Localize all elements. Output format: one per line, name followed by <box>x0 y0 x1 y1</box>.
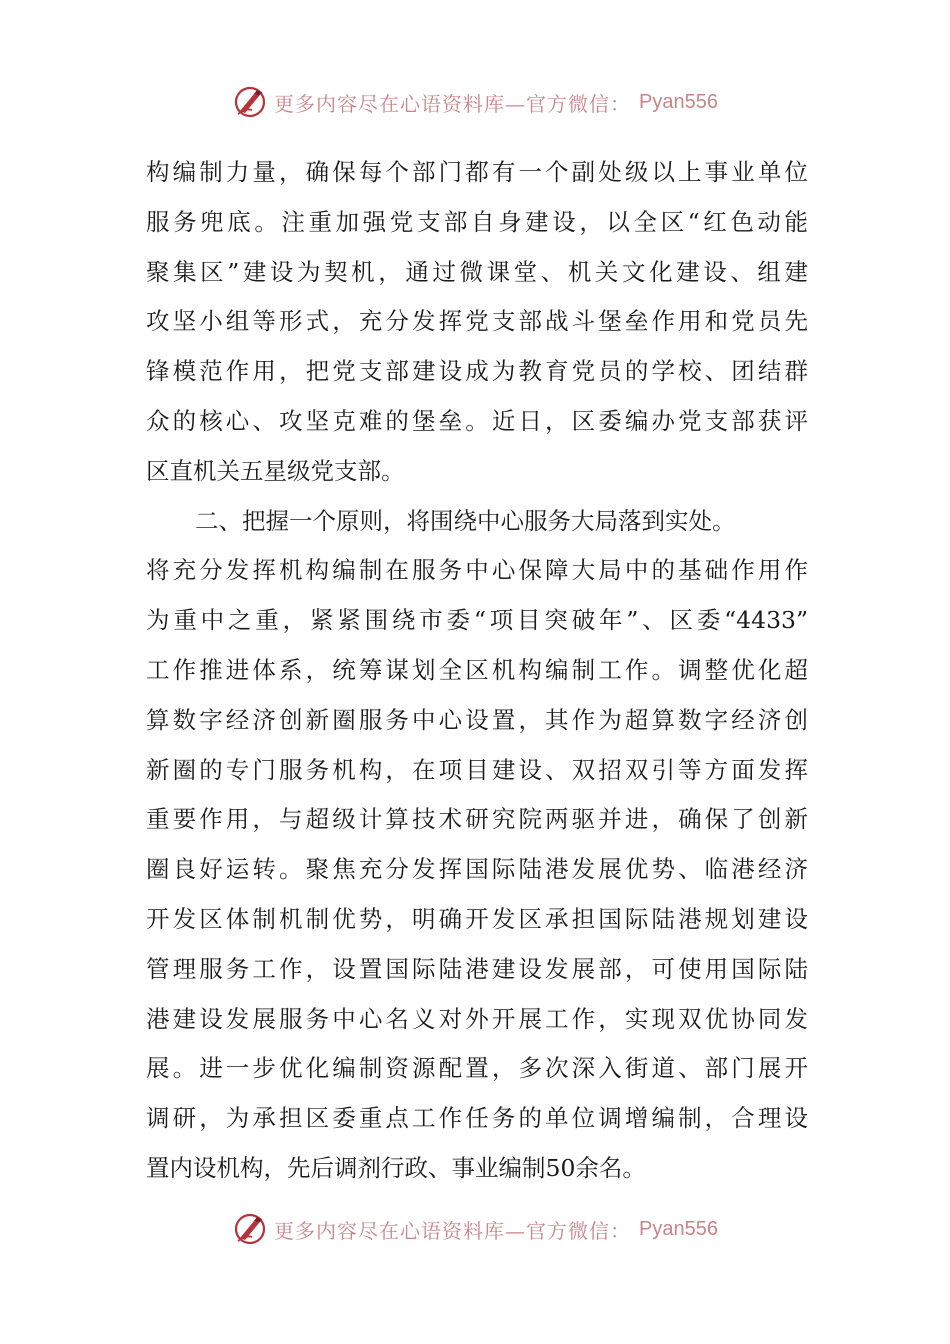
text-line: 港建设发展服务中心名义对外开展工作，实现双优协同发 <box>146 1004 808 1033</box>
paragraph-2 <box>146 497 808 1194</box>
text-line: 重要作用，与超级计算技术研究院两驱并进，确保了创新 <box>146 805 808 834</box>
text-line: 工作推进体系，统筹谋划全区机构编制工作。调整优化超 <box>146 655 808 684</box>
paragraph-1 <box>146 148 808 497</box>
text-line: 算数字经济创新圈服务中心设置，其作为超算数字经济创 <box>146 705 808 734</box>
text-line: 攻坚小组等形式，充分发挥党支部战斗堡垒作用和党员先 <box>146 307 808 336</box>
section-heading-line: 二、把握一个原则，将围绕中心服务大局落到实处。 <box>195 506 736 535</box>
text-line: 构编制力量，确保每个部门都有一个副处级以上事业单位 <box>146 158 808 186</box>
document-body <box>146 148 808 1194</box>
text-line: 管理服务工作，设置国际陆港建设发展部，可使用国际陆 <box>146 954 808 983</box>
text-line: 锋模范作用，把党支部建设成为教育党员的学校、团结群 <box>146 357 808 386</box>
text-line: 圈良好运转。聚焦充分发挥国际陆港发展优势、临港经济 <box>146 855 808 884</box>
text-line: 区直机关五星级党支部。 <box>146 456 405 485</box>
text-line: 服务兜底。注重加强党支部自身建设，以全区“红色动能 <box>146 207 808 236</box>
text-line: 调研，为承担区委重点工作任务的单位调增编制，合理设 <box>146 1104 808 1133</box>
text-line: 聚集区”建设为契机，通过微课堂、机关文化建设、组建 <box>146 257 808 286</box>
watermark-id: Pyan556 <box>639 90 718 113</box>
text-line: 新圈的专门服务机构，在项目建设、双招双引等方面发挥 <box>146 755 808 784</box>
text-line: 置内设机构，先后调剂行政、事业编制50余名。 <box>146 1153 646 1182</box>
watermark-text: 更多内容尽在心语资料库—官方微信： <box>274 1218 632 1243</box>
header-watermark <box>0 82 950 122</box>
watermark-id: Pyan556 <box>639 1217 718 1240</box>
text-line: 展。进一步优化编制资源配置，多次深入街道、部门展开 <box>146 1054 808 1083</box>
text-line: 为重中之重，紧紧围绕市委“项目突破年”、区委“4433” <box>146 606 808 635</box>
pen-logo-icon <box>232 84 268 120</box>
watermark-text: 更多内容尽在心语资料库—官方微信： <box>274 91 632 116</box>
footer-watermark <box>0 1209 950 1249</box>
text-line: 将充分发挥机构编制在服务中心保障大局中的基础作用作 <box>146 556 808 585</box>
pen-logo-icon <box>232 1211 268 1247</box>
text-line: 开发区体制机制优势，明确开发区承担国际陆港规划建设 <box>146 904 808 933</box>
text-line: 众的核心、攻坚克难的堡垒。近日，区委编办党支部获评 <box>146 406 808 435</box>
